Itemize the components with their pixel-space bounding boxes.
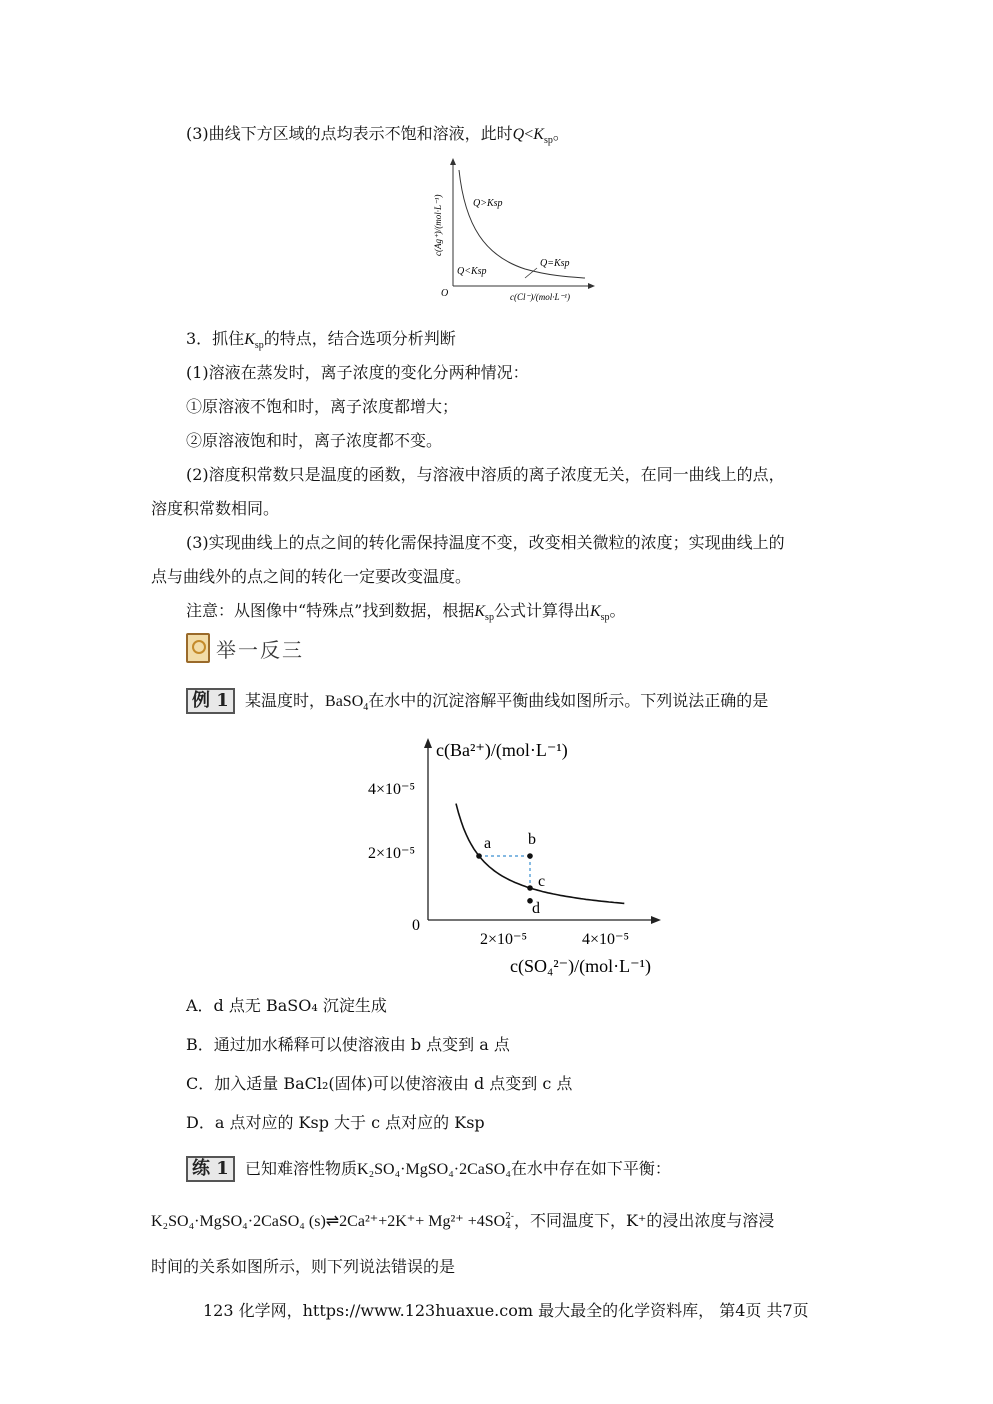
point-label-c: c [538, 873, 546, 890]
note-line: 注意：从图像中“特殊点”找到数据，根据$K_{sp}$公式计算得出$K_{sp}$。 [186, 601, 626, 624]
point-label-a: a [484, 835, 492, 852]
y-tick-label: 2×10⁻⁵ [368, 845, 416, 862]
curve-label: Q=Ksp [540, 258, 570, 269]
region-above-label: Q>Ksp [473, 198, 503, 209]
page-footer: 123 化学网，https://www.123huaxue.com 最大最全的化学资料库， 第4页 共7页 [203, 1301, 809, 1320]
y-tick-label: 0 [412, 917, 420, 934]
section-heading: 举一反三 [186, 633, 304, 663]
x-tick-label: 2×10⁻⁵ [480, 931, 528, 948]
option-b: B．通过加水稀释可以使溶液由 b 点变到 a 点 [186, 1035, 510, 1054]
option-d: D．a 点对应的 Ksp 大于 c 点对应的 Ksp [186, 1113, 485, 1132]
text-line-5: 溶度积常数相同。 [151, 499, 280, 518]
option-c: C．加入适量 BaCl₂(固体)可以使溶液由 d 点变到 c 点 [186, 1074, 573, 1093]
practice-badge: 练 1 [186, 1156, 235, 1182]
equilibrium-equation: K₂SO₄·MgSO₄·2CaSO₄ (s)⇌2Ca²⁺+2K⁺+ Mg²⁺ +4SO 2- 4 ，不同温度下，K⁺的浸出浓度与溶浸 [151, 1211, 775, 1231]
x-axis-label: c(SO₄²⁻)/(mol·L⁻¹) [510, 956, 652, 976]
axis-x-label-1: c(Cl⁻)/(mol·L⁻¹) [510, 292, 570, 302]
baso4-solubility-chart [360, 728, 680, 978]
practice-line-3: 时间的关系如图所示，则下列说法错误的是 [151, 1257, 456, 1276]
y-tick-label: 4×10⁻⁵ [368, 781, 416, 798]
figure-agcl-curve [425, 156, 605, 306]
text-line-2: ①原溶液不饱和时，离子浓度都增大； [186, 397, 459, 416]
y-axis-label: c(Ba²⁺)/(mol·L⁻¹) [436, 740, 568, 760]
region-below-label: Q<Ksp [457, 266, 487, 277]
text-line-3: ②原溶液饱和时，离子浓度都不变。 [186, 431, 443, 450]
x-tick-label: 4×10⁻⁵ [582, 931, 630, 948]
point-c [527, 885, 533, 891]
x-axis-arrow [651, 916, 661, 924]
paragraph-3: (3)曲线下方区域的点均表示不饱和溶液，此时$Q<K_{sp}$。 [186, 124, 569, 147]
point-label-d: d [532, 899, 540, 917]
axis-y-label-1: c(Ag⁺)/(mol·L⁻¹) [433, 194, 443, 256]
practice-question: 已知难溶性物质K₂SO₄·MgSO₄·2CaSO₄在水中存在如下平衡： [245, 1159, 671, 1178]
y-axis-arrow [424, 738, 432, 748]
point-a [476, 853, 482, 859]
origin-label: O [441, 288, 449, 299]
text-line-6: (3)实现曲线上的点之间的转化需保持温度不变，改变相关微粒的浓度；实现曲线上的 [186, 533, 785, 552]
text-line-1: (1)溶液在蒸发时，离子浓度的变化分两种情况： [186, 363, 529, 382]
point-label-b: b [528, 831, 536, 848]
text-line-7: 点与曲线外的点之间的转化一定要改变温度。 [151, 567, 472, 586]
example-question: 某温度时，BaSO$_4$在水中的沉淀溶解平衡曲线如图所示。下列说法正确的是 [245, 691, 769, 714]
point-b [527, 853, 533, 859]
section-3-heading: 3．抓住$K_{sp}$的特点，结合选项分析判断 [186, 329, 456, 352]
text-line-4: (2)溶度积常数只是温度的函数，与溶液中溶质的离子浓度无关，在同一曲线上的点， [186, 465, 785, 484]
example-badge: 例 1 [186, 688, 235, 714]
option-a: A．d 点无 BaSO₄ 沉淀生成 [186, 996, 387, 1015]
book-icon [186, 633, 210, 663]
